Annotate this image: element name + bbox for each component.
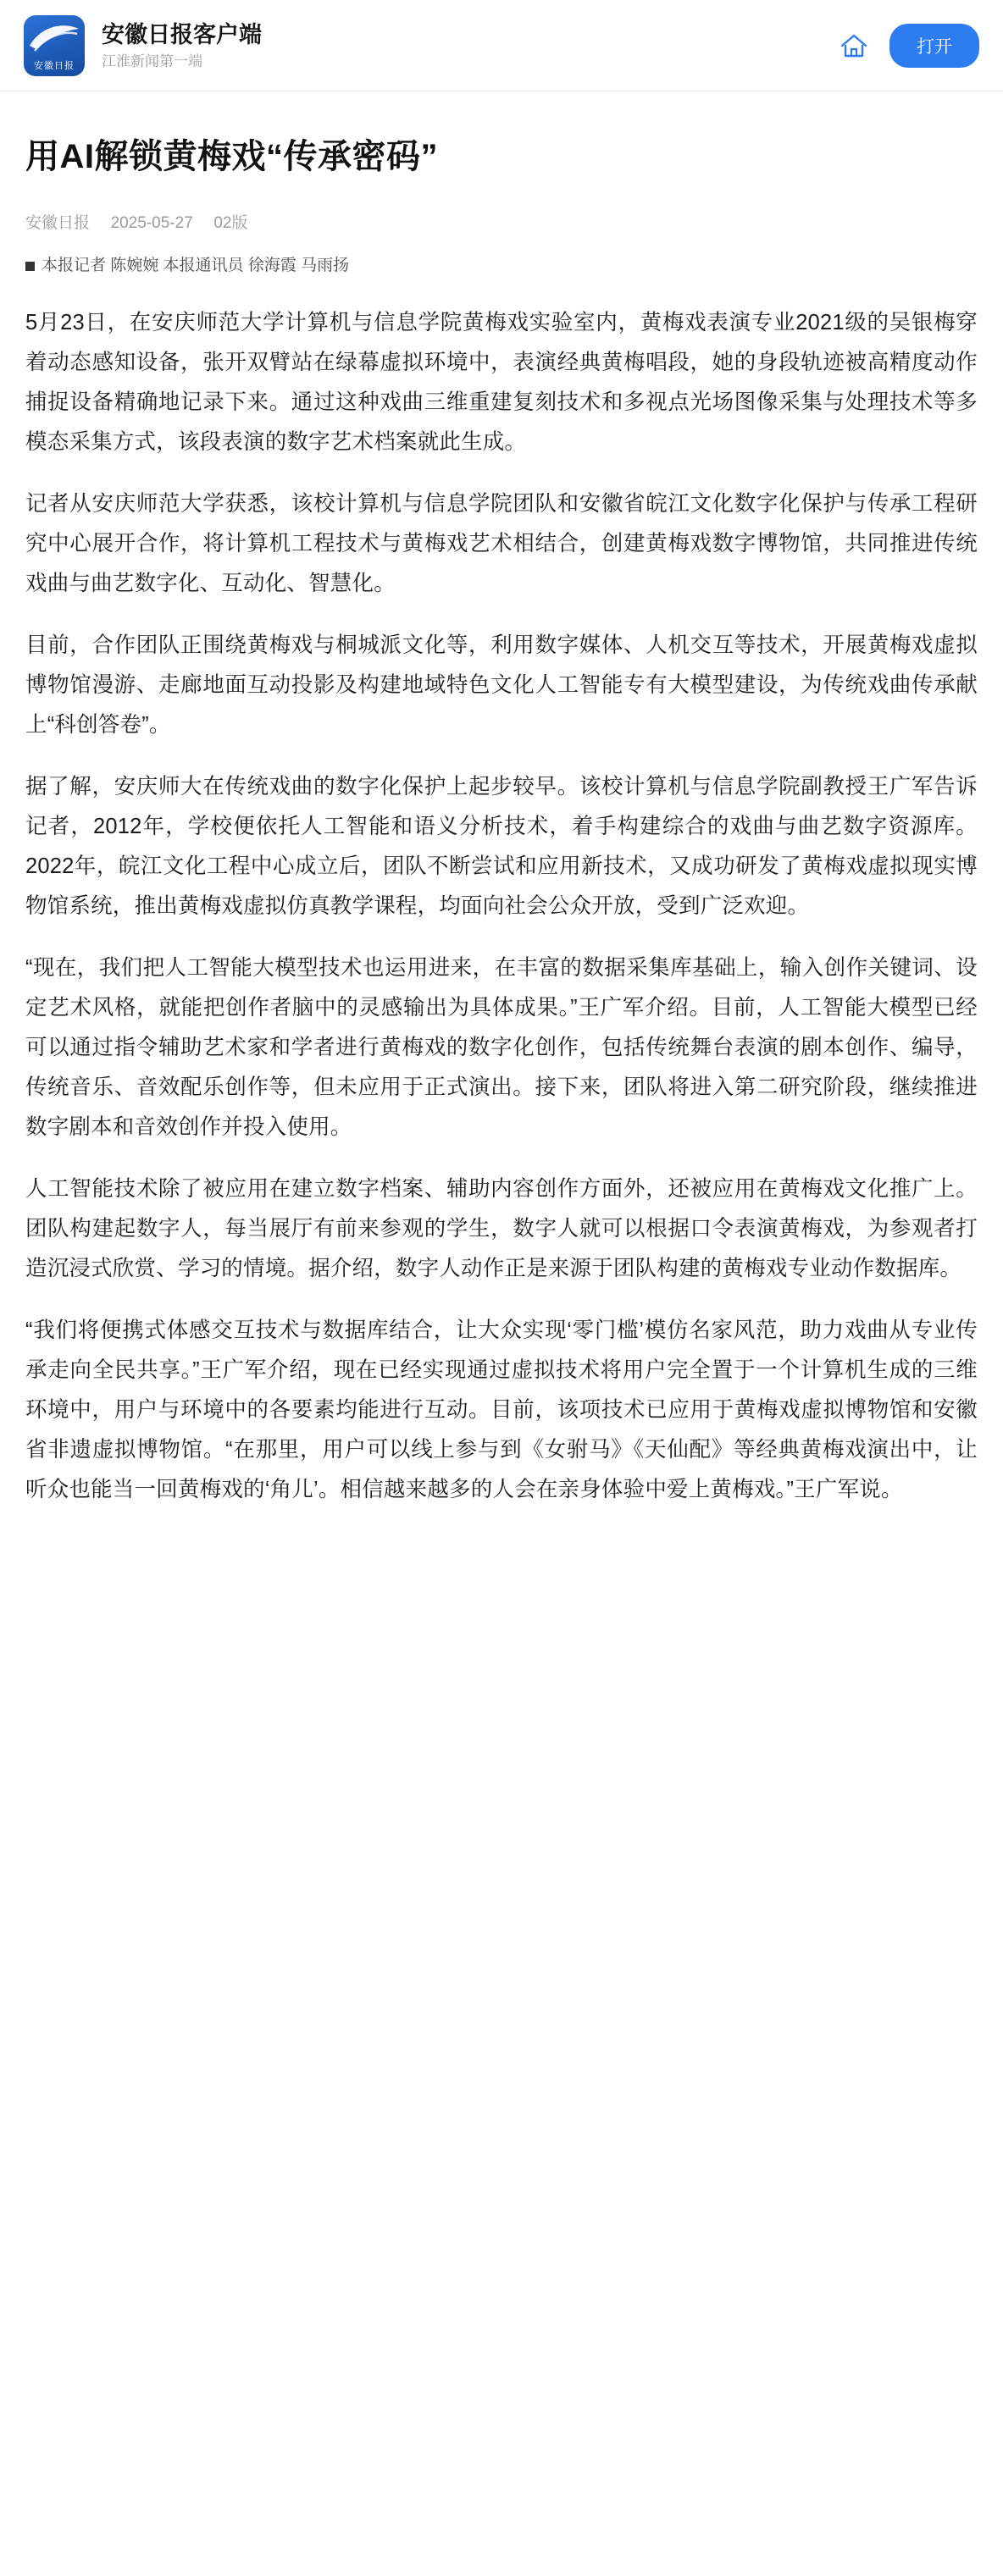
article-paragraph: 记者从安庆师范大学获悉，该校计算机与信息学院团队和安徽省皖江文化数字化保护与传承工程研究中心展开合作，将计算机工程技术与黄梅戏艺术相结合，创建黄梅戏数字博物馆，共同推进传统戏曲与曲艺数字化、互动化、智慧化。 [25,492,978,595]
open-app-button[interactable]: 打开 [889,24,979,68]
article-date: 2025-05-27 [110,214,193,232]
byline [25,254,978,278]
article-body [25,303,978,1510]
article-paragraph: 目前，合作团队正围绕黄梅戏与桐城派文化等，利用数字媒体、人机交互等技术，开展黄梅戏虚拟博物馆漫游、走廊地面互动投影及构建地域特色文化人工智能专有大模型建设，为传统戏曲传承献上“科创答卷”。 [25,633,978,737]
article-edition: 02版 [213,214,248,232]
logo-text: 安徽日报 [34,60,75,71]
article-paragraph: 据了解，安庆师大在传统戏曲的数字化保护上起步较早。该校计算机与信息学院副教授王广军告诉记者，2012年，学校便依托人工智能和语义分析技术，着手构建综合的戏曲与曲艺数字资源库。2022年，皖江文化工程中心成立后，团队不断尝试和应用新技术，又成功研发了黄梅戏虚拟现实博物馆系统，推出黄梅戏虚拟仿真教学课程，均面向社会公众开放，受到广泛欢迎。 [25,775,978,918]
article-source: 安徽日报 [25,214,91,232]
bullet-square-icon [25,262,35,271]
article-meta [25,212,978,235]
page-title: 用AI解锁黄梅戏“传承密码” [25,138,438,175]
article-container [0,91,1003,1583]
article-paragraph: 5月23日，在安庆师范大学计算机与信息学院黄梅戏实验室内，黄梅戏表演专业2021级的吴银梅穿着动态感知设备，张开双臂站在绿幕虚拟环境中，表演经典黄梅唱段，她的身段轨迹被高精度动作捕捉设备精确地记录下来。通过这种戏曲三维重建复刻技术和多视点光场图像采集与处理技术等多模态采集方式，该段表演的数字艺术档案就此生成。 [25,311,978,454]
home-icon[interactable] [837,29,871,63]
article-paragraph: “我们将便携式体感交互技术与数据库结合，让大众实现‘零门槛’模仿名家风范，助力戏曲从专业传承走向全民共享。”王广军介绍，现在已经实现通过虚拟技术将用户完全置于一个计算机生成的三维环境中，用户与环境中的各要素均能进行互动。目前，该项技术已应用于黄梅戏虚拟博物馆和安徽省非遗虚拟博物馆。“在那里，用户可以线上参与到《女驸马》《天仙配》等经典黄梅戏演出中，让听众也能当一回黄梅戏的‘角儿’。相信越来越多的人会在亲身体验中爱上黄梅戏。”王广军说。 [25,1318,978,1501]
byline-text: 本报记者 陈婉婉 本报通讯员 徐海霞 马雨扬 [42,257,350,274]
brand-block [102,20,837,71]
app-title: 安徽日报客户端 [102,21,262,47]
article-paragraph: 人工智能技术除了被应用在建立数字档案、辅助内容创作方面外，还被应用在黄梅戏文化推广上。团队构建起数字人，每当展厅有前来参观的学生，数字人就可以根据口令表演黄梅戏，为参观者打造沉浸式欣赏、学习的情境。据介绍，数字人动作正是来源于团队构建的黄梅戏专业动作数据库。 [25,1177,978,1280]
app-subtitle: 江淮新闻第一端 [102,53,202,69]
app-header [0,0,1003,91]
logo-swoosh-icon [26,20,82,54]
article-paragraph: “现在，我们把人工智能大模型技术也运用进来，在丰富的数据采集库基础上，输入创作关键词、设定艺术风格，就能把创作者脑中的灵感输出为具体成果。”王广军介绍。目前，人工智能大模型已经可以通过指令辅助艺术家和学者进行黄梅戏的数字化创作，包括传统舞台表演的剧本创作、编导，传统音乐、音效配乐创作等，但未应用于正式演出。接下来，团队将进入第二研究阶段，继续推进数字剧本和音效创作并投入使用。 [25,956,978,1139]
header-actions [837,24,979,68]
app-logo [24,15,85,76]
